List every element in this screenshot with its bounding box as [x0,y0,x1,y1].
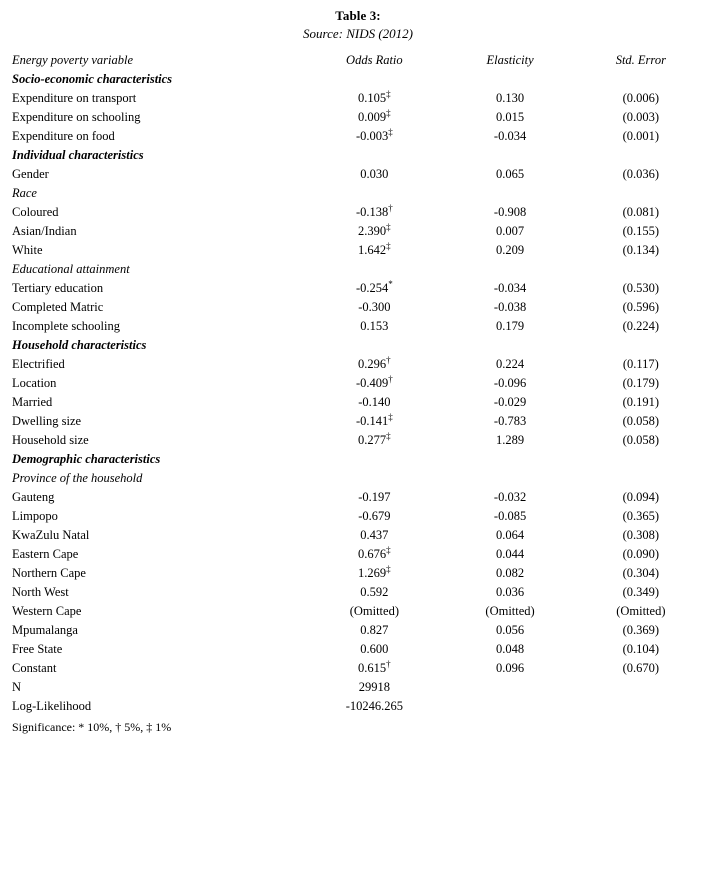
cell-std-error: (0.001) [622,128,660,143]
cell-std-error: (0.179) [622,375,660,390]
significance-marker: ‡ [386,221,391,232]
row-label: Asian/Indian [12,223,77,238]
cell-elasticity: 0.056 [496,622,525,637]
cell-elasticity: 0.007 [496,223,525,238]
cell-elasticity: 0.096 [496,660,525,675]
cell-std-error: (Omitted) [616,603,666,618]
column-header-elasticity: Elasticity [486,52,534,67]
table-row [10,317,706,336]
cell-elasticity: 1.289 [496,432,525,447]
row-label: Incomplete schooling [12,318,120,333]
cell-odds-ratio: 2.390‡ [358,221,391,238]
significance-marker: ‡ [386,107,391,118]
cell-std-error: (0.058) [622,432,660,447]
cell-elasticity: 0.065 [496,166,525,181]
subsection-heading-label: Race [12,185,37,200]
cell-elasticity: -0.038 [493,299,527,314]
cell-odds-ratio: 0.153 [360,318,389,333]
cell-odds-ratio: 1.269‡ [358,563,391,580]
cell-elasticity: -0.034 [493,128,527,143]
table-row [10,298,706,317]
cell-odds-ratio: -0.138† [355,202,393,219]
cell-odds-ratio: -0.141‡ [355,411,393,428]
cell-elasticity: 0.036 [496,584,525,599]
cell-std-error: (0.365) [622,508,660,523]
table-row [10,412,706,431]
cell-odds-ratio: 1.642‡ [358,240,391,257]
table-row [10,507,706,526]
section-heading-label: Demographic characteristics [12,451,161,466]
row-label: Coloured [12,204,59,219]
table-row [10,659,706,678]
row-label: Dwelling size [12,413,82,428]
table-row [10,393,706,412]
table-body [10,70,706,716]
row-label: Gender [12,166,49,181]
row-label: Location [12,375,57,390]
row-label: North West [12,584,69,599]
table-title-block [10,8,706,43]
cell-elasticity: -0.908 [493,204,527,219]
significance-marker: † [386,354,391,365]
cell-elasticity: 0.179 [496,318,525,333]
summary-row [10,697,706,716]
cell-std-error: (0.308) [622,527,660,542]
significance-marker: † [386,658,391,669]
significance-marker: ‡ [388,411,393,422]
cell-std-error: (0.191) [622,394,660,409]
row-label: Limpopo [12,508,58,523]
cell-odds-ratio: 0.676‡ [358,544,391,561]
table-row [10,89,706,108]
significance-marker: ‡ [386,240,391,251]
table-row [10,127,706,146]
cell-odds-ratio: -0.140 [358,394,391,409]
subsection-heading [10,260,706,279]
row-label: Expenditure on food [12,128,115,143]
row-label: Electrified [12,356,65,371]
row-label: N [12,679,22,694]
cell-odds-ratio: -0.197 [358,489,391,504]
cell-elasticity: 0.209 [496,242,525,257]
cell-odds-ratio: 0.437 [360,527,389,542]
column-header-odds-ratio: Odds Ratio [346,52,403,67]
table-row [10,203,706,222]
cell-odds-ratio: 0.030 [360,166,389,181]
section-heading [10,450,706,469]
cell-std-error: (0.003) [622,109,660,124]
row-label: KwaZulu Natal [12,527,90,542]
row-label: Free State [12,641,63,656]
cell-odds-ratio: 0.009‡ [358,107,391,124]
table-row [10,165,706,184]
table-row [10,621,706,640]
table-source: Source: NIDS (2012) [303,26,413,42]
cell-elasticity: 0.044 [496,546,525,561]
table-row [10,374,706,393]
regression-results-table [10,51,706,716]
cell-odds-ratio: -10246.265 [345,698,403,713]
cell-std-error: (0.094) [622,489,660,504]
cell-odds-ratio: 0.105‡ [358,88,391,105]
table-header-row [10,51,706,70]
row-label: Married [12,394,53,409]
cell-odds-ratio: 0.615† [358,658,391,675]
cell-elasticity: 0.048 [496,641,525,656]
table-row [10,355,706,374]
cell-elasticity: 0.082 [496,565,525,580]
section-heading-label: Individual characteristics [12,147,144,162]
cell-elasticity: -0.085 [493,508,527,523]
cell-elasticity: -0.034 [493,280,527,295]
row-label: Expenditure on schooling [12,109,141,124]
cell-elasticity: 0.224 [496,356,525,371]
cell-elasticity: 0.130 [496,90,525,105]
cell-std-error: (0.349) [622,584,660,599]
section-heading-label: Socio-economic characteristics [12,71,173,86]
cell-std-error: (0.006) [622,90,660,105]
significance-marker: † [388,202,393,213]
cell-std-error: (0.036) [622,166,660,181]
table-row [10,222,706,241]
cell-std-error: (0.596) [622,299,660,314]
row-label: White [12,242,43,257]
section-heading [10,70,706,89]
subsection-heading-label: Educational attainment [12,261,130,276]
row-label: Constant [12,660,57,675]
table-row [10,488,706,507]
section-heading [10,336,706,355]
section-heading [10,146,706,165]
table-row [10,526,706,545]
row-label: Tertiary education [12,280,104,295]
cell-odds-ratio: -0.409† [355,373,393,390]
column-header-std-error: Std. Error [615,52,666,67]
cell-std-error: (0.117) [622,356,659,371]
cell-odds-ratio: -0.003‡ [355,126,393,143]
table-row [10,241,706,260]
subsection-heading [10,469,706,488]
section-heading-label: Household characteristics [12,337,147,352]
table-row [10,108,706,127]
cell-std-error: (0.304) [622,565,660,580]
significance-marker: ‡ [386,563,391,574]
row-label: Completed Matric [12,299,104,314]
cell-std-error: (0.155) [622,223,660,238]
row-label: Eastern Cape [12,546,79,561]
summary-row [10,678,706,697]
table-row [10,564,706,583]
table-row [10,602,706,621]
cell-std-error: (0.224) [622,318,660,333]
significance-marker: * [388,278,393,289]
cell-odds-ratio: -0.300 [358,299,391,314]
cell-elasticity [444,697,577,716]
row-label: Western Cape [12,603,82,618]
cell-odds-ratio: 0.600 [360,641,389,656]
significance-marker: † [388,373,393,384]
cell-std-error: (0.081) [622,204,660,219]
cell-std-error: (0.090) [622,546,660,561]
cell-std-error: (0.058) [622,413,660,428]
cell-std-error: (0.104) [622,641,660,656]
cell-std-error [578,678,706,697]
cell-elasticity: -0.096 [493,375,527,390]
cell-odds-ratio: 0.296† [358,354,391,371]
table-row [10,583,706,602]
significance-marker: ‡ [388,126,393,137]
row-label: Log-Likelihood [12,698,92,713]
table-number: Table 3: [335,8,381,23]
significance-marker: ‡ [386,88,391,99]
cell-std-error [578,697,706,716]
cell-elasticity: -0.783 [493,413,527,428]
table-row [10,279,706,298]
cell-elasticity: (Omitted) [485,603,535,618]
cell-odds-ratio: 0.592 [360,584,389,599]
row-label: Gauteng [12,489,55,504]
subsection-heading [10,184,706,203]
cell-elasticity: -0.032 [493,489,527,504]
row-label: Expenditure on transport [12,90,137,105]
cell-std-error: (0.134) [622,242,660,257]
cell-odds-ratio: 29918 [358,679,390,694]
cell-elasticity [444,678,577,697]
cell-elasticity: 0.064 [496,527,525,542]
significance-marker: ‡ [386,544,391,555]
cell-odds-ratio: 0.827 [360,622,389,637]
cell-std-error: (0.530) [622,280,660,295]
column-header-variable: Energy poverty variable [12,52,134,67]
table-row [10,545,706,564]
significance-marker: ‡ [386,430,391,441]
significance-footnote: Significance: * 10%, † 5%, ‡ 1% [12,719,172,734]
row-label: Mpumalanga [12,622,78,637]
cell-odds-ratio: -0.679 [358,508,391,523]
row-label: Household size [12,432,89,447]
cell-odds-ratio: (Omitted) [349,603,399,618]
cell-std-error: (0.369) [622,622,660,637]
table-row [10,640,706,659]
cell-odds-ratio: -0.254* [355,278,393,295]
table-row [10,431,706,450]
cell-std-error: (0.670) [622,660,660,675]
row-label: Northern Cape [12,565,86,580]
subsection-heading-label: Province of the household [12,470,143,485]
cell-elasticity: -0.029 [493,394,527,409]
cell-elasticity: 0.015 [496,109,525,124]
cell-odds-ratio: 0.277‡ [358,430,391,447]
